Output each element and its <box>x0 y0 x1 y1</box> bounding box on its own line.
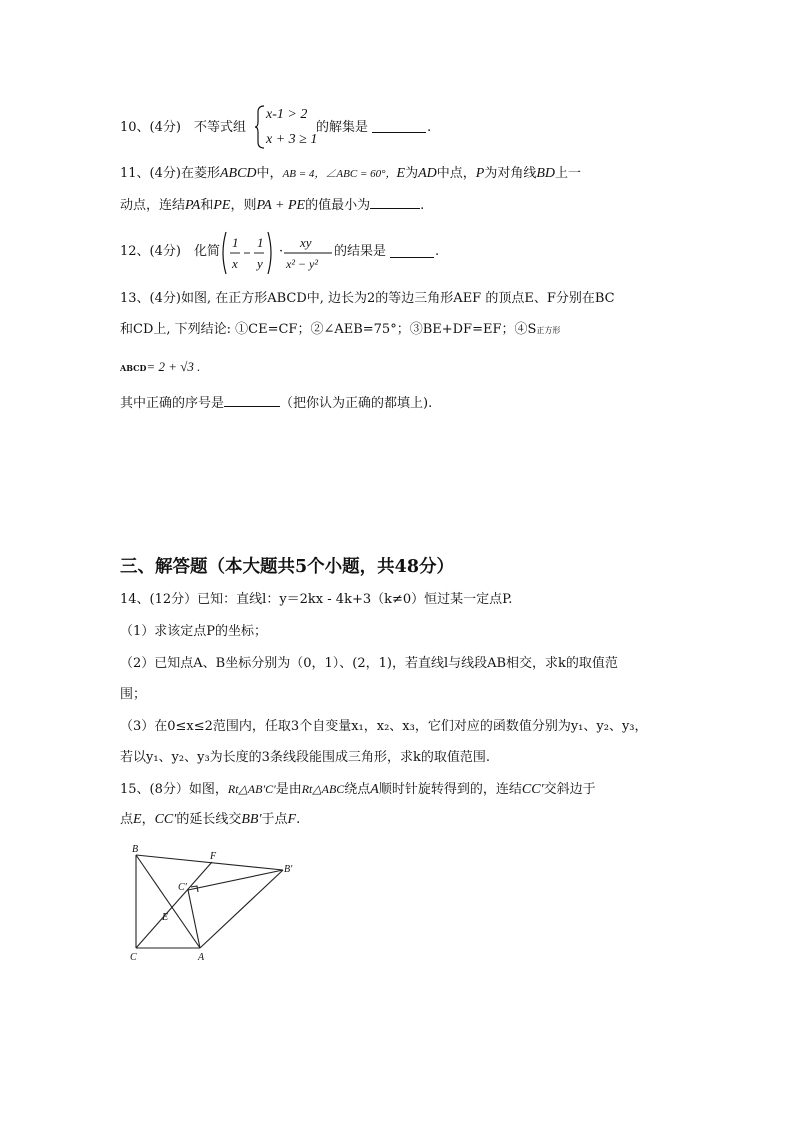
label-a: A <box>198 952 205 963</box>
q14-part-3b: 若以y₁、y₂、y₃为长度的3条线段能围成三角形，求k的取值范围. <box>120 750 490 765</box>
q10-inequality-2: x + 3 ≥ 1 <box>266 132 318 147</box>
q12-suffix: 的结果是 <box>334 244 387 259</box>
q11-text: ，则 <box>230 198 257 213</box>
q11-pe: PE <box>213 198 231 213</box>
q13-line-2 <box>120 321 560 340</box>
q12-fraction-bar <box>284 252 332 254</box>
q11-line-1 <box>120 165 581 183</box>
q12-one-2: 1 <box>257 235 264 250</box>
q12-bracket-fraction <box>219 230 279 276</box>
q13-text: （把你认为正确的都填上). <box>280 396 433 411</box>
segment-cf <box>136 862 212 948</box>
q12-end: . <box>435 244 440 259</box>
q13-line-1: 13、(4分)如图, 在正方形ABCD中, 边长为2的等边三角形AEF 的顶点E、F分别在BC <box>120 291 615 306</box>
q12-one-1: 1 <box>232 235 239 250</box>
q15-cc-2: CC′ <box>154 812 177 827</box>
q15-text: 15、(8分）如图， <box>120 782 228 797</box>
q11-pa: PA <box>185 198 201 213</box>
label-c: C <box>130 952 137 963</box>
q12-prefix: 化简 <box>194 244 221 259</box>
q11-condition: AB = 4，∠ABC = 60°， <box>282 168 397 180</box>
q15-text: 顺时针旋转得到的，连结 <box>378 782 522 797</box>
q14-part-1: （1）求该定点P的坐标； <box>120 624 268 639</box>
q13-line-4 <box>120 394 432 413</box>
q10-number: 10、(4分) <box>120 120 181 135</box>
label-c-prime: C′ <box>178 882 187 893</box>
question-11 <box>120 165 680 215</box>
q15-text: 绕点 <box>344 782 371 797</box>
system-brace-icon <box>254 104 266 150</box>
q11-point-p: P <box>475 166 485 181</box>
q14-part-2a: （2）已知点A、B坐标分别为（0，1）、(2，1)，若直线l与线段AB相交，求k的取值范 <box>120 656 618 671</box>
q15-line-1 <box>120 780 596 799</box>
q12-x: x <box>232 256 238 271</box>
q10-end: . <box>427 120 432 135</box>
q11-text: 上一 <box>555 166 582 181</box>
q15-point-e: E <box>133 812 142 827</box>
q15-text: 的延长线交 <box>176 812 242 827</box>
q10-inequality-1: x-1 > 2 <box>266 107 308 122</box>
q12-y: y <box>257 256 263 271</box>
segment-ab-prime <box>200 870 283 948</box>
q11-ad: AD <box>418 166 437 181</box>
q10-prefix: 不等式组 <box>194 120 247 135</box>
question-15 <box>120 780 680 830</box>
q11-point-e: E <box>396 166 406 181</box>
label-f: F <box>210 851 217 862</box>
q15-triangle-1: Rt△AB′C′ <box>227 782 276 796</box>
q11-text: 为 <box>405 166 419 181</box>
q12-numerator: xy <box>300 235 312 250</box>
question-13 <box>120 290 680 420</box>
q11-text: 的值最小为 <box>305 198 371 213</box>
q15-point-f: F <box>287 812 297 827</box>
q11-text: 在菱形 <box>180 166 220 181</box>
q12-answer-blank <box>390 245 434 258</box>
q11-text: 中点， <box>436 166 476 181</box>
q15-text: 交斜边于 <box>543 782 596 797</box>
q12-number: 12、(4分) <box>120 244 181 259</box>
q15-geometry-figure <box>120 840 320 965</box>
q10-answer-blank <box>372 120 426 133</box>
q12-dot: · <box>279 244 284 259</box>
q15-text: 于点 <box>261 812 288 827</box>
q14-part-3a: （3）在0≤x≤2范围内，任取3个自变量x₁，x₂、x₃，它们对应的函数值分别为y₁、y₂、y₃， <box>120 719 648 734</box>
q11-bd: BD <box>536 166 556 181</box>
q13-conclusions: 和CD上, 下列结论: ①CE=CF；②∠AEB=75°；③BE+DF=EF；④S <box>120 322 537 337</box>
q11-text: 中， <box>256 166 283 181</box>
q15-triangle-2: Rt△ABC <box>301 782 345 796</box>
q11-abcd: ABCD <box>219 166 257 181</box>
q13-line-3 <box>120 358 200 377</box>
q11-sum: PA + PE <box>256 198 306 213</box>
q11-line-2 <box>120 196 424 215</box>
q15-point-a: A <box>370 782 379 797</box>
q15-text: ， <box>141 812 155 827</box>
q15-text: 是由 <box>275 782 302 797</box>
q14-line-1: 14、(12分）已知：直线l：y＝2kx - 4k+3（k≠0）恒过某一定点P. <box>120 592 513 607</box>
q11-end: . <box>420 198 425 213</box>
q11-text: 为对角线 <box>484 166 537 181</box>
question-14 <box>120 591 680 771</box>
q11-answer-blank <box>370 196 420 209</box>
q15-line-2 <box>120 811 300 829</box>
q12-denominator: x² − y² <box>286 257 318 271</box>
question-12 <box>120 230 680 276</box>
label-b: B <box>132 844 139 855</box>
q11-text: 和 <box>200 198 214 213</box>
q13-abcd-sub: ABCD <box>120 363 147 373</box>
label-b-prime: B′ <box>284 864 293 875</box>
q13-text: 其中正确的序号是 <box>120 396 225 411</box>
q13-area-value: = 2 + √3 . <box>146 359 201 374</box>
q13-answer-blank <box>224 394 280 407</box>
q11-text: 动点，连结 <box>120 198 186 213</box>
q15-text: 点 <box>120 812 134 827</box>
q14-part-2b: 围； <box>120 687 147 702</box>
q15-text: . <box>296 812 301 827</box>
q11-number: 11、(4分) <box>120 166 181 181</box>
q13-subscript: 正方形 <box>536 326 561 335</box>
q15-cc: CC′ <box>521 782 544 797</box>
q10-suffix: 的解集是 <box>316 120 369 135</box>
section-heading: 三、解答题（本大题共5个小题，共48分） <box>120 557 455 577</box>
q15-bb: BB′ <box>241 812 262 827</box>
label-e: E <box>162 912 169 923</box>
